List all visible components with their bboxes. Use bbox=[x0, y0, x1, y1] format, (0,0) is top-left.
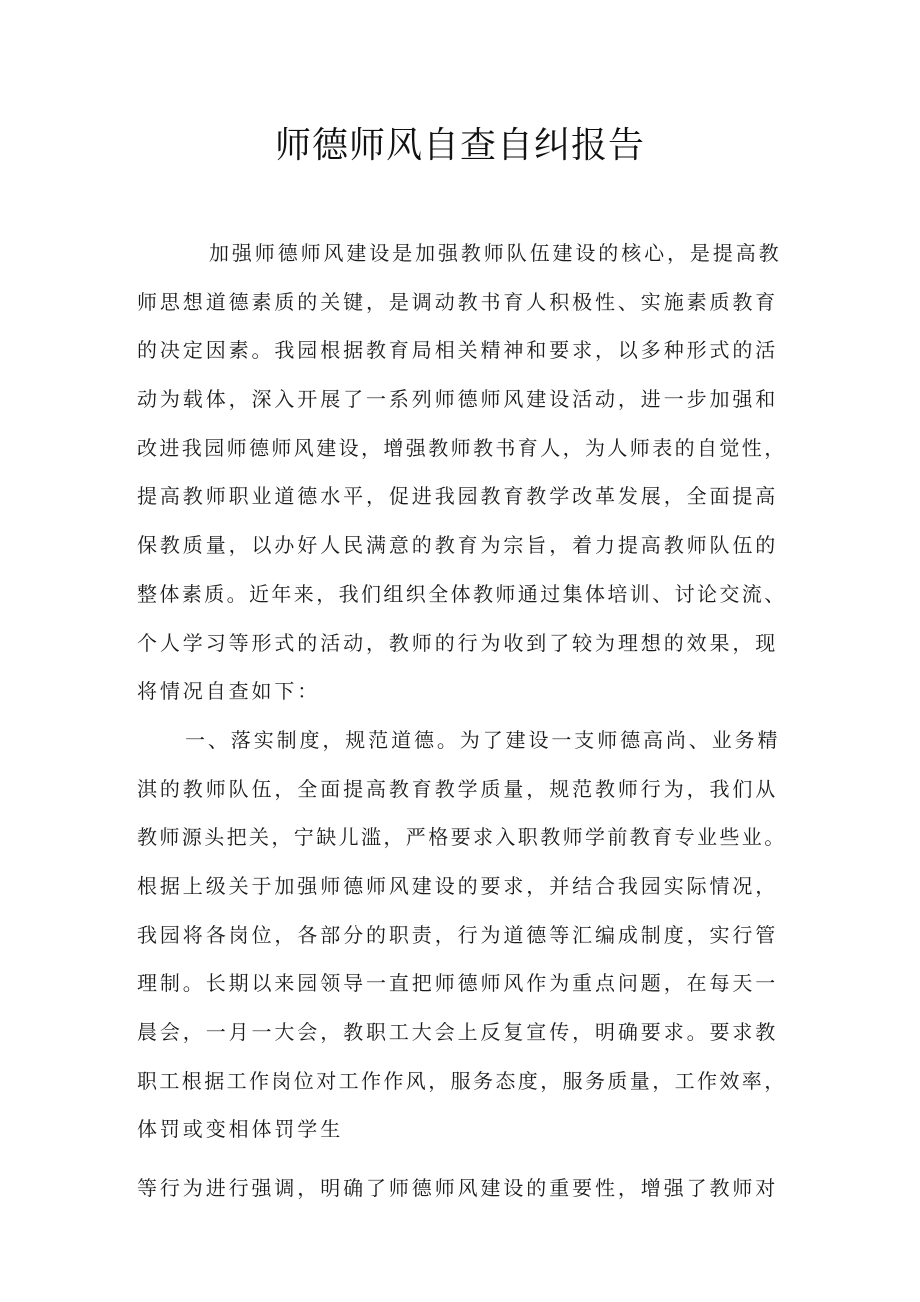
document-body bbox=[137, 229, 817, 1213]
paragraph-line: 职工根据工作岗位对工作作风，服务态度，服务质量，工作效率， bbox=[137, 1068, 787, 1093]
paragraph-line: 整体素质。近年来，我们组织全体教师通过集体培训、讨论交流、 bbox=[137, 581, 787, 606]
paragraph-line: 教师源头把关，宁缺儿滥，严格要求入职教师学前教育专业些业。 bbox=[137, 825, 787, 850]
paragraph-line: 理制。长期以来园领导一直把师德师风作为重点问题，在每天一 bbox=[137, 971, 779, 996]
paragraph-line: 保教质量，以办好人民满意的教育为宗旨，着力提高教师队伍的 bbox=[137, 533, 779, 558]
paragraph-line: 提高教师职业道德水平，促进我园教育教学改革发展，全面提高 bbox=[137, 484, 779, 509]
paragraph-line: 体罚或变相体罚学生 bbox=[137, 1117, 344, 1142]
paragraph-line: 一、落实制度，规范道德。为了建设一支师德高尚、业务精 bbox=[185, 727, 781, 752]
paragraph-line: 师思想道德素质的关键，是调动教书育人积极性、实施素质教育 bbox=[137, 289, 779, 314]
paragraph-line: 淇的教师队伍，全面提高教育教学质量，规范教师行为，我们从 bbox=[137, 776, 779, 801]
paragraph-line: 加强师德师风建设是加强教师队伍建设的核心，是提高教 bbox=[209, 241, 782, 265]
line-gap bbox=[137, 1154, 817, 1164]
paragraph-line: 晨会，一月一大会，教职工大会上反复宣传，明确要求。要求教 bbox=[137, 1020, 779, 1044]
paragraph-line: 的决定因素。我园根据教育局相关精神和要求，以多种形式的活 bbox=[137, 338, 779, 363]
document-title: 师德师风自查自纠报告 bbox=[274, 125, 645, 166]
paragraph-line: 等行为进行强调，明确了师德师风建设的重要性，增强了教师对 bbox=[137, 1176, 779, 1201]
paragraph-line: 个人学习等形式的活动，教师的行为收到了较为理想的效果，现 bbox=[137, 630, 779, 655]
paragraph-line: 改进我园师德师风建设，增强教师教书育人，为人师表的自觉性， bbox=[137, 435, 787, 460]
paragraph-line: 根据上级关于加强师德师风建设的要求，并结合我园实际情况， bbox=[137, 873, 779, 898]
paragraph-line: 动为载体，深入开展了一系列师德师风建设活动，进一步加强和 bbox=[137, 387, 779, 412]
paragraph-line: 我园将各岗位，各部分的职责，行为道德等汇编成制度，实行管 bbox=[137, 922, 779, 947]
paragraph-line: 将情况自查如下： bbox=[137, 679, 321, 704]
